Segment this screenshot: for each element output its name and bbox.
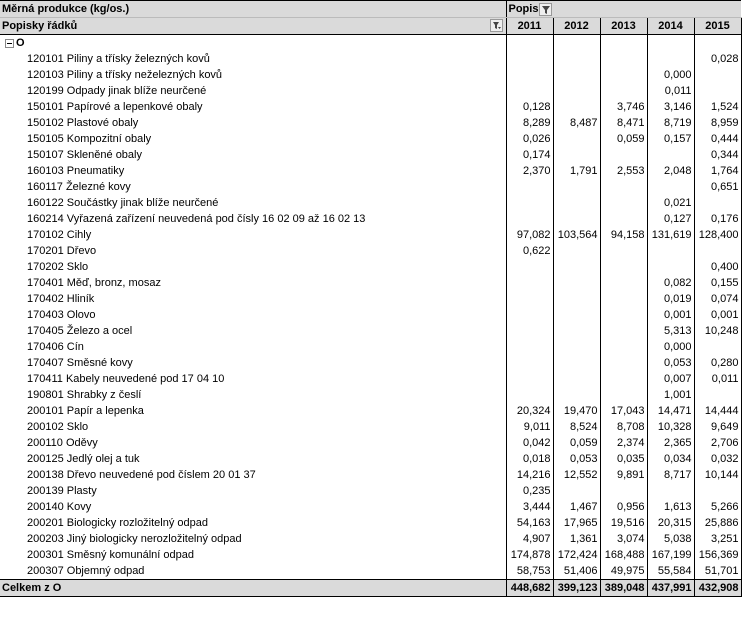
value-cell[interactable]: 0,032 [694,451,741,467]
value-cell[interactable] [553,307,600,323]
table-row[interactable] [0,371,741,387]
value-cell[interactable]: 25,886 [694,515,741,531]
value-cell[interactable]: 0,155 [694,275,741,291]
value-cell[interactable] [506,355,553,371]
value-cell[interactable] [506,195,553,211]
value-cell[interactable] [694,67,741,83]
value-cell[interactable] [694,195,741,211]
value-cell[interactable] [600,179,647,195]
group-row [0,35,741,52]
value-cell[interactable] [647,147,694,163]
table-row[interactable] [0,115,741,131]
value-cell[interactable]: 3,746 [600,99,647,115]
value-cell[interactable] [506,371,553,387]
value-cell[interactable]: 97,082 [506,227,553,243]
value-cell[interactable]: 2,370 [506,163,553,179]
value-cell[interactable]: 1,764 [694,163,741,179]
row-label: 200201 Biologicky rozložitelný odpad [27,517,209,529]
value-cell[interactable]: 174,878 [506,547,553,563]
value-cell[interactable]: 0,400 [694,259,741,275]
value-cell[interactable] [553,355,600,371]
table-row[interactable] [0,499,741,515]
value-cell[interactable]: 2,553 [600,163,647,179]
value-cell[interactable]: 131,619 [647,227,694,243]
value-cell[interactable] [506,387,553,403]
row-label: 200110 Oděvy [27,437,98,449]
table-row[interactable] [0,547,741,563]
value-cell[interactable]: 0,007 [647,371,694,387]
value-cell[interactable] [506,83,553,99]
value-cell[interactable]: 0,042 [506,435,553,451]
value-cell[interactable]: 8,717 [647,467,694,483]
row-label: 200139 Plasty [27,485,97,497]
value-cell[interactable] [506,339,553,355]
value-cell[interactable]: 3,444 [506,499,553,515]
table-row[interactable] [0,83,741,99]
value-cell[interactable] [553,243,600,259]
row-label: 200125 Jedlý olej a tuk [27,453,140,465]
year-header: 2012 [553,18,600,35]
row-label: 170411 Kabely neuvedené pod 17 04 10 [27,373,225,385]
value-cell[interactable]: 94,158 [600,227,647,243]
value-cell[interactable] [694,83,741,99]
value-cell[interactable]: 0,021 [647,195,694,211]
total-value-cell[interactable]: 389,048 [600,580,647,597]
value-cell[interactable] [647,51,694,67]
row-label: 170403 Olovo [27,309,96,321]
value-cell[interactable]: 3,146 [647,99,694,115]
year-header: 2015 [694,18,741,35]
table-row[interactable] [0,99,741,115]
value-cell[interactable]: 14,444 [694,403,741,419]
value-cell[interactable]: 2,706 [694,435,741,451]
table-row[interactable] [0,51,741,67]
value-cell[interactable]: 0,011 [647,83,694,99]
value-cell[interactable]: 0,019 [647,291,694,307]
value-cell[interactable]: 0,000 [647,67,694,83]
value-cell[interactable]: 0,001 [647,307,694,323]
table-row[interactable] [0,259,741,275]
row-label: 150102 Plastové obaly [27,117,139,129]
row-label: 120199 Odpady jinak blíže neurčené [27,85,207,97]
value-cell[interactable]: 0,176 [694,211,741,227]
value-cell[interactable] [600,275,647,291]
collapse-icon[interactable] [5,39,14,48]
value-cell[interactable]: 58,753 [506,563,553,580]
value-cell[interactable]: 8,708 [600,419,647,435]
value-cell[interactable] [553,339,600,355]
value-cell[interactable]: 17,043 [600,403,647,419]
value-cell[interactable]: 103,564 [553,227,600,243]
value-cell[interactable]: 51,701 [694,563,741,580]
value-cell[interactable] [694,339,741,355]
value-cell[interactable] [600,323,647,339]
table-row[interactable] [0,467,741,483]
column-filter-icon[interactable] [539,3,552,16]
table-row[interactable] [0,67,741,83]
value-cell[interactable]: 8,487 [553,115,600,131]
value-cell[interactable] [506,259,553,275]
value-cell[interactable]: 2,374 [600,435,647,451]
value-cell[interactable]: 5,038 [647,531,694,547]
row-label: 160117 Železné kovy [27,181,131,193]
value-cell[interactable]: 1,467 [553,499,600,515]
value-cell[interactable] [600,371,647,387]
row-label: 160103 Pneumatiky [27,165,125,177]
value-cell[interactable] [553,99,600,115]
value-cell[interactable]: 14,471 [647,403,694,419]
value-cell[interactable]: 20,315 [647,515,694,531]
value-cell[interactable]: 0,018 [506,451,553,467]
row-label: 160214 Vyřazená zařízení neuvedená pod čísly 16 02 09 až 16 02 13 [27,213,366,225]
value-cell[interactable] [553,323,600,339]
value-cell[interactable] [553,83,600,99]
value-cell[interactable]: 0,074 [694,291,741,307]
value-cell[interactable]: 3,251 [694,531,741,547]
value-cell[interactable] [600,355,647,371]
table-row[interactable] [0,243,741,259]
value-cell[interactable]: 9,891 [600,467,647,483]
value-cell[interactable]: 0,035 [600,451,647,467]
table-row[interactable] [0,387,741,403]
value-cell[interactable] [553,291,600,307]
total-label: Celkem z O [0,580,506,597]
value-cell[interactable]: 12,552 [553,467,600,483]
value-cell[interactable]: 0,034 [647,451,694,467]
year-header: 2013 [600,18,647,35]
value-cell[interactable]: 0,651 [694,179,741,195]
grand-total-row [0,580,741,597]
value-cell[interactable] [600,51,647,67]
value-cell[interactable]: 14,216 [506,467,553,483]
row-label: 170401 Měď, bronz, mosaz [27,277,161,289]
value-cell[interactable]: 167,199 [647,547,694,563]
value-cell[interactable]: 2,365 [647,435,694,451]
total-value-cell[interactable]: 448,682 [506,580,553,597]
row-label: 160122 Součástky jinak blíže neurčené [27,197,219,209]
table-row[interactable] [0,211,741,227]
value-cell[interactable]: 0,000 [647,339,694,355]
value-cell[interactable]: 0,028 [694,51,741,67]
total-value-cell[interactable]: 432,908 [694,580,741,597]
value-cell[interactable]: 0,059 [553,435,600,451]
value-cell[interactable] [553,147,600,163]
table-row[interactable] [0,147,741,163]
value-cell[interactable]: 1,524 [694,99,741,115]
value-cell[interactable]: 0,053 [647,355,694,371]
row-label: 150105 Kompozitní obaly [27,133,152,145]
row-label: 200140 Kovy [27,501,92,513]
value-cell[interactable] [553,195,600,211]
table-row[interactable] [0,179,741,195]
value-cell[interactable]: 1,791 [553,163,600,179]
row-label: 200307 Objemný odpad [27,565,145,577]
total-value-cell[interactable]: 437,991 [647,580,694,597]
total-value-cell[interactable]: 399,123 [553,580,600,597]
value-cell[interactable] [647,259,694,275]
value-cell[interactable] [553,67,600,83]
row-label: 200102 Sklo [27,421,89,433]
row-label: 200138 Dřevo neuvedené pod číslem 20 01 37 [27,469,256,481]
value-cell[interactable] [600,307,647,323]
value-cell[interactable]: 0,059 [600,131,647,147]
value-cell[interactable]: 0,026 [506,131,553,147]
value-cell[interactable]: 0,128 [506,99,553,115]
table-row[interactable] [0,291,741,307]
value-cell[interactable]: 8,524 [553,419,600,435]
row-label: 120101 Piliny a třísky železných kovů [27,53,210,65]
row-filter-icon[interactable] [490,19,503,32]
value-cell[interactable]: 0,011 [694,371,741,387]
value-cell[interactable]: 8,471 [600,115,647,131]
pivot-header-row [0,1,741,18]
value-cell[interactable] [553,371,600,387]
header-blank [553,1,741,18]
value-cell[interactable] [600,211,647,227]
value-cell[interactable] [553,179,600,195]
value-cell[interactable] [600,83,647,99]
group-label: O [16,37,25,49]
value-cell[interactable]: 0,622 [506,243,553,259]
value-cell[interactable]: 0,344 [694,147,741,163]
value-cell[interactable] [600,291,647,307]
value-cell[interactable] [600,147,647,163]
value-cell[interactable] [600,67,647,83]
table-row[interactable] [0,531,741,547]
value-cell[interactable] [694,243,741,259]
table-row[interactable] [0,563,741,580]
value-cell[interactable] [553,387,600,403]
table-row[interactable] [0,451,741,467]
row-label: 170202 Sklo [27,261,89,273]
value-cell[interactable] [600,387,647,403]
value-cell[interactable]: 0,174 [506,147,553,163]
value-cell[interactable]: 8,719 [647,115,694,131]
value-cell[interactable] [694,387,741,403]
value-cell[interactable]: 10,144 [694,467,741,483]
table-row[interactable] [0,483,741,499]
value-cell[interactable]: 8,289 [506,115,553,131]
table-row[interactable] [0,163,741,179]
row-label: 200203 Jiný biologicky nerozložitelný odpad [27,533,242,545]
table-row[interactable] [0,435,741,451]
row-label: 200301 Směsný komunální odpad [27,549,194,561]
column-field-label: Popis [508,3,539,15]
value-cell[interactable]: 19,470 [553,403,600,419]
table-row[interactable] [0,419,741,435]
value-cell[interactable] [506,179,553,195]
table-row[interactable] [0,307,741,323]
value-cell[interactable]: 5,266 [694,499,741,515]
value-cell[interactable] [506,275,553,291]
row-label: 200101 Papír a lepenka [27,405,144,417]
table-row[interactable] [0,403,741,419]
row-label: 170405 Železo a ocel [27,325,133,337]
value-cell[interactable] [506,291,553,307]
value-cell[interactable] [506,51,553,67]
value-cell[interactable] [553,483,600,499]
value-cell[interactable] [553,51,600,67]
value-cell[interactable] [506,323,553,339]
value-cell[interactable]: 0,956 [600,499,647,515]
value-cell[interactable] [600,259,647,275]
measure-title: Měrná produkce (kg/os.) [0,1,506,18]
value-cell[interactable]: 0,127 [647,211,694,227]
value-cell[interactable] [647,243,694,259]
value-cell[interactable]: 10,248 [694,323,741,339]
value-cell[interactable]: 0,157 [647,131,694,147]
value-cell[interactable]: 10,328 [647,419,694,435]
value-cell[interactable] [647,179,694,195]
value-cell[interactable]: 3,074 [600,531,647,547]
value-cell[interactable] [553,259,600,275]
row-label: 170402 Hliník [27,293,95,305]
table-row[interactable] [0,195,741,211]
value-cell[interactable]: 9,649 [694,419,741,435]
value-cell[interactable] [600,243,647,259]
value-cell[interactable] [647,483,694,499]
row-label: 120103 Piliny a třísky neželezných kovů [27,69,223,81]
value-cell[interactable]: 0,082 [647,275,694,291]
value-cell[interactable]: 9,011 [506,419,553,435]
value-cell[interactable]: 20,324 [506,403,553,419]
table-row[interactable] [0,227,741,243]
row-label: 170102 Cihly [27,229,92,241]
column-field-header[interactable] [506,1,553,18]
value-cell[interactable]: 0,235 [506,483,553,499]
value-cell[interactable] [506,67,553,83]
value-cell[interactable] [600,195,647,211]
value-cell[interactable]: 51,406 [553,563,600,580]
table-row[interactable] [0,515,741,531]
year-header: 2011 [506,18,553,35]
table-row[interactable] [0,339,741,355]
row-label: 190801 Shrabky z česlí [27,389,142,401]
table-row[interactable] [0,355,741,371]
value-cell[interactable]: 156,369 [694,547,741,563]
value-cell[interactable]: 55,584 [647,563,694,580]
value-cell[interactable]: 1,001 [647,387,694,403]
row-label: 150101 Papírové a lepenkové obaly [27,101,203,113]
value-cell[interactable]: 17,965 [553,515,600,531]
value-cell[interactable] [553,275,600,291]
value-cell[interactable]: 5,313 [647,323,694,339]
table-row[interactable] [0,131,741,147]
value-cell[interactable] [694,483,741,499]
value-cell[interactable]: 128,400 [694,227,741,243]
value-cell[interactable]: 0,444 [694,131,741,147]
value-cell[interactable]: 19,516 [600,515,647,531]
row-labels-label: Popisky řádků [2,20,78,32]
value-cell[interactable]: 0,001 [694,307,741,323]
group-label-cell [0,35,506,52]
table-row[interactable] [0,275,741,291]
value-cell[interactable]: 1,361 [553,531,600,547]
value-cell[interactable]: 4,907 [506,531,553,547]
value-cell[interactable] [553,211,600,227]
row-label: 150107 Skleněné obaly [27,149,142,161]
row-labels-header[interactable] [0,18,506,35]
value-cell[interactable]: 49,975 [600,563,647,580]
column-labels-row [0,18,741,35]
value-cell[interactable]: 172,424 [553,547,600,563]
value-cell[interactable]: 0,053 [553,451,600,467]
value-cell[interactable]: 1,613 [647,499,694,515]
value-cell[interactable]: 168,488 [600,547,647,563]
row-label: 170201 Dřevo [27,245,97,257]
value-cell[interactable] [600,483,647,499]
value-cell[interactable] [506,211,553,227]
value-cell[interactable] [553,131,600,147]
row-label: 170406 Cín [27,341,84,353]
value-cell[interactable] [600,339,647,355]
value-cell[interactable]: 54,163 [506,515,553,531]
value-cell[interactable] [506,307,553,323]
value-cell[interactable]: 8,959 [694,115,741,131]
row-label: 170407 Směsné kovy [27,357,133,369]
value-cell[interactable]: 0,280 [694,355,741,371]
value-cell[interactable]: 2,048 [647,163,694,179]
year-header: 2014 [647,18,694,35]
table-row[interactable] [0,323,741,339]
